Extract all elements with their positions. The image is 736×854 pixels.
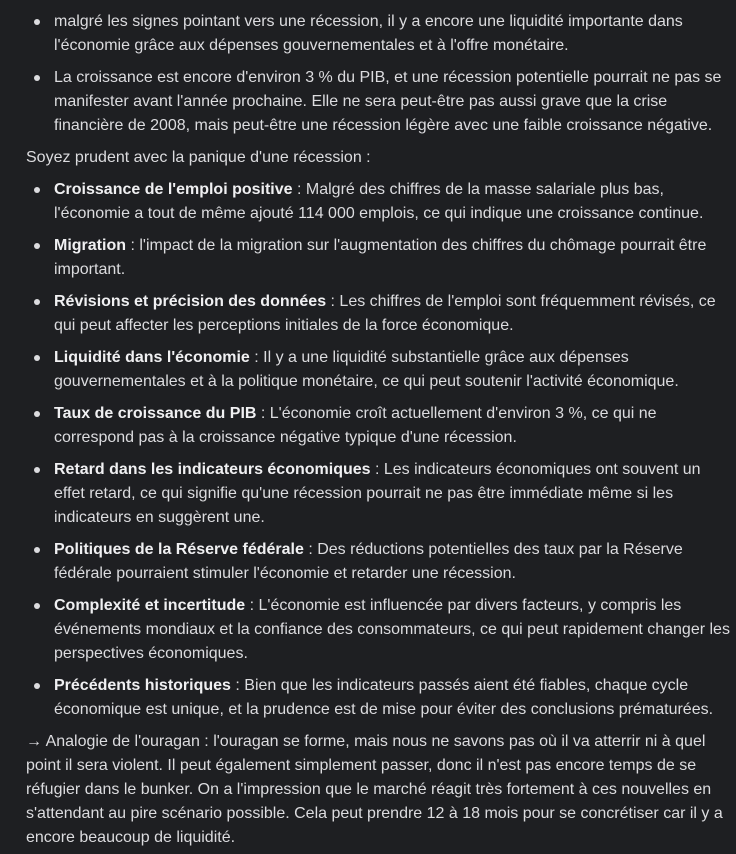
list-item: [26, 346, 730, 394]
closing-paragraph: → Analogie de l'ouragan : l'ouragan se forme, mais nous ne savons pas où il va atterrir ni à quel point il sera violent. Il peut également simplement passer, donc il n'est pas encore temps de se réfugier dans le bunker. On a l'impression que le marché réagit très fortement à ces nouvelles en s'attendant au pire scénario possible. Cela peut prendre 12 à 18 mois pour se concrétiser car il y a encore beaucoup de liquidité.: [26, 733, 723, 846]
summary-list: [26, 10, 730, 138]
factor-text: : Les chiffres de l'emploi sont fréquemment révisés, ce qui peut affecter les perceptions initiales de la force économique.: [54, 293, 716, 334]
list-item: [26, 594, 730, 666]
factor-term: Retard dans les indicateurs économiques: [54, 461, 371, 478]
bullet-icon: [34, 75, 40, 81]
factor-list: [26, 178, 730, 722]
list-item: [26, 234, 730, 282]
factor-text: : Des réductions potentielles des taux par la Réserve fédérale pourraient stimuler l'économie et retarder une récession.: [54, 541, 683, 582]
factor-text: : Les indicateurs économiques ont souvent un effet retard, ce qui signifie qu'une récession pourrait ne pas être immédiate même si les indicateurs en suggèrent une.: [54, 461, 701, 526]
factor-term: Croissance de l'emploi positive: [54, 181, 293, 198]
bullet-icon: [34, 19, 40, 25]
list-item: [26, 290, 730, 338]
bullet-icon: [34, 243, 40, 249]
factor-term: Complexité et incertitude: [54, 597, 246, 614]
bullet-icon: [34, 603, 40, 609]
factor-term: Taux de croissance du PIB: [54, 405, 257, 422]
bullet-icon: [34, 355, 40, 361]
list-item: [26, 402, 730, 450]
factor-text: : Il y a une liquidité substantielle grâce aux dépenses gouvernementales et à la politique monétaire, ce qui peut soutenir l'activité économique.: [54, 349, 679, 390]
list-item: [26, 10, 730, 58]
factor-text: : L'économie croît actuellement d'environ 3 %, ce qui ne correspond pas à la croissance négative typique d'une récession.: [54, 405, 657, 446]
list-item-text: La croissance est encore d'environ 3 % du PIB, et une récession potentielle pourrait ne pas se manifester avant l'année prochaine. Elle ne sera peut-être pas aussi grave que la crise financière de 2008, mais peut-être une récession légère avec une faible croissance négative.: [54, 69, 722, 134]
bullet-icon: [34, 299, 40, 305]
factor-text: : l'impact de la migration sur l'augmentation des chiffres du chômage pourrait être important.: [54, 237, 707, 278]
factor-term: Révisions et précision des données: [54, 293, 327, 310]
factor-term: Précédents historiques: [54, 677, 231, 694]
bullet-icon: [34, 683, 40, 689]
bullet-icon: [34, 187, 40, 193]
list-item: [26, 538, 730, 586]
list-item: [26, 458, 730, 530]
factor-term: Politiques de la Réserve fédérale: [54, 541, 304, 558]
intro-paragraph: Soyez prudent avec la panique d'une récession :: [26, 149, 371, 166]
factor-term: Migration: [54, 237, 126, 254]
list-item: [26, 178, 730, 226]
factor-text: : Malgré des chiffres de la masse salariale plus bas, l'économie a tout de même ajouté 114 000 emplois, ce qui indique une croissance continue.: [54, 181, 704, 222]
list-item: [26, 66, 730, 138]
bullet-icon: [34, 547, 40, 553]
list-item: [26, 674, 730, 722]
factor-text: : L'économie est influencée par divers facteurs, y compris les événements mondiaux et la confiance des consommateurs, ce qui peut rapidement changer les perspectives économiques.: [54, 597, 730, 662]
bullet-icon: [34, 411, 40, 417]
list-item-text: malgré les signes pointant vers une récession, il y a encore une liquidité importante dans l'économie grâce aux dépenses gouvernementales et à l'offre monétaire.: [54, 13, 683, 54]
factor-term: Liquidité dans l'économie: [54, 349, 250, 366]
factor-text: : Bien que les indicateurs passés aient été fiables, chaque cycle économique est unique, et la prudence est de mise pour éviter des conclusions prématurées.: [54, 677, 714, 718]
bullet-icon: [34, 467, 40, 473]
